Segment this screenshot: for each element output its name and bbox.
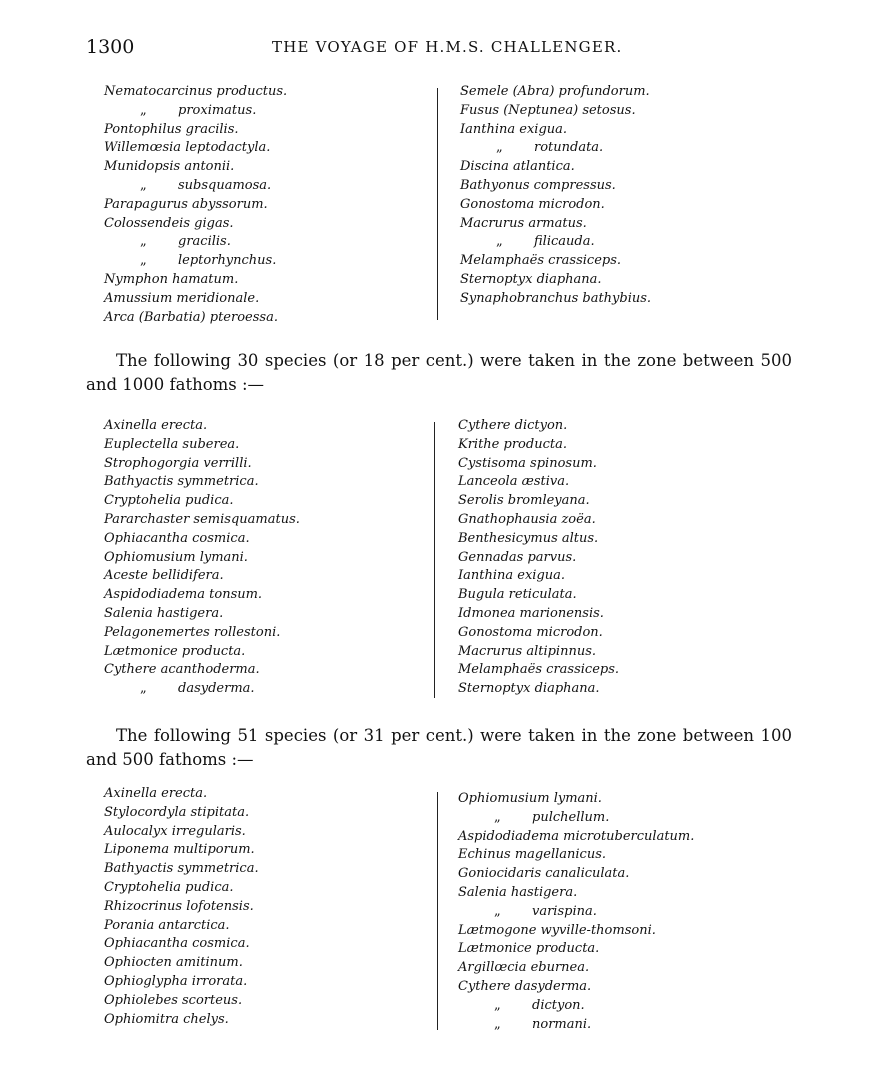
species-entry [104,567,300,586]
species-name: Synaphobranchus bathybius. [460,290,652,306]
species-list-right-3 [458,790,694,1034]
ditto-mark: „ [494,1016,501,1032]
species-name: Ianthina exigua. [458,568,566,584]
species-name: Ophiomusium lymani. [458,791,602,806]
species-name: Amussium meridionale. [104,290,260,306]
species-entry [104,1011,259,1030]
ditto-mark: „ [140,234,147,250]
species-entry [458,790,694,809]
species-name: Melamphaës crassiceps. [460,253,622,269]
species-name: Gennadas parvus. [458,549,577,565]
species-list-left-1 [104,83,287,327]
species-entry [458,492,619,511]
species-entry [458,680,619,699]
species-entry [104,841,259,860]
species-name: Aspidodiadema microtuberculatum. [458,828,695,844]
species-entry [104,549,300,568]
species-name: Stylocordyla stipitata. [104,804,250,820]
species-name: Krithe producta. [458,436,567,452]
species-name: Ophiocten amitinum. [104,955,243,971]
species-name: Sternoptyx diaphana. [458,681,600,697]
species-name: Pontophilus gracilis. [104,121,239,137]
species-name: Bathyonus compressus. [460,177,616,193]
species-entry [458,828,694,847]
species-entry [104,643,300,662]
species-name: Echinus magellanicus. [458,847,606,863]
species-entry [458,846,694,865]
species-name: dasyderma. [178,681,255,697]
species-entry [104,992,259,1011]
species-entry [104,898,259,917]
species-entry [104,309,287,328]
species-name: Gnathophausia zoëa. [458,511,596,527]
species-name: Cythere dasyderma. [458,978,592,994]
species-entry [104,586,300,605]
species-entry [104,215,287,234]
ditto-mark: „ [140,177,147,193]
species-name: Euplectella suberea. [104,436,240,452]
species-name: Lætmogone wyville-thomsoni. [458,922,656,938]
species-entry [458,903,694,922]
species-entry [458,1016,694,1035]
species-entry [458,940,694,959]
species-name: Munidopsis antonii. [104,159,235,175]
species-name: Semele (Abra) profundorum. [460,84,650,99]
species-entry [104,271,287,290]
species-entry [458,809,694,828]
species-entry [458,511,619,530]
species-entry [104,785,259,804]
species-entry [458,959,694,978]
species-name: Cythere dictyon. [458,418,568,433]
species-name: Porania antarctica. [104,917,230,933]
species-name: Benthesicymus altus. [458,530,599,546]
species-name: Axinella erecta. [104,786,208,801]
species-name: Pelagonemertes rollestoni. [104,624,281,640]
species-entry [104,624,300,643]
page-number: 1300 [86,36,135,58]
species-name: Ophioglypha irrorata. [104,973,248,989]
species-name: Idmonea marionensis. [458,605,604,621]
species-name: Colossendeis gigas. [104,215,234,231]
species-entry [104,860,259,879]
ditto-mark: „ [140,681,147,697]
paragraph-500-1000-fathoms [86,349,792,397]
species-name: Rhizocrinus lofotensis. [104,898,254,914]
species-entry [460,233,651,252]
species-entry [104,530,300,549]
species-entry [104,605,300,624]
species-name: Goniocidaris canaliculata. [458,866,630,882]
species-name: Salenia hastigera. [104,605,224,621]
species-name: Aspidodiadema tonsum. [104,587,263,603]
species-entry [458,567,619,586]
species-name: varispina. [532,903,597,919]
species-entry [458,884,694,903]
species-entry [104,417,300,436]
species-name: rotundata. [534,140,604,156]
species-list-left-3 [104,785,259,1029]
species-name: Ianthina exigua. [460,121,568,137]
column-divider-3 [437,792,438,1030]
species-name: Macrurus altipinnus. [458,643,597,659]
species-name: Strophogorgia verrilli. [104,455,252,471]
species-name: Bugula reticulata. [458,587,577,603]
species-entry [104,680,300,699]
species-entry [104,139,287,158]
species-entry [458,978,694,997]
species-name: Sternoptyx diaphana. [460,271,602,287]
species-name: Nymphon hamatum. [104,271,239,287]
species-name: subsquamosa. [178,177,272,193]
species-entry [460,271,651,290]
species-entry [458,417,619,436]
species-name: Bathyactis symmetrica. [104,861,259,877]
ditto-mark: „ [140,253,147,269]
species-entry [104,879,259,898]
species-entry [458,455,619,474]
species-entry [104,954,259,973]
species-name: Gonostoma microdon. [458,624,603,640]
species-name: Liponema multiporum. [104,842,255,858]
species-entry [458,530,619,549]
species-entry [104,121,287,140]
species-entry [104,252,287,271]
paragraph-text: The following 30 species (or 18 per cent.) were taken in the zone between 500 and 1000 fathoms :— [86,351,792,394]
species-entry [458,624,619,643]
species-name: Aceste bellidifera. [104,568,224,584]
species-entry [104,158,287,177]
species-name: normani. [532,1016,592,1032]
species-entry [460,158,651,177]
species-name: Serolis bromleyana. [458,493,590,509]
species-name: gracilis. [178,234,231,250]
species-list-right-2 [458,417,619,699]
species-entry [460,290,651,309]
species-entry [104,83,287,102]
ditto-mark: „ [496,140,503,156]
species-entry [460,177,651,196]
species-name: proximatus. [178,102,257,118]
species-entry [104,917,259,936]
species-entry [460,139,651,158]
species-entry [104,935,259,954]
species-entry [460,215,651,234]
species-entry [104,973,259,992]
ditto-mark: „ [494,903,501,919]
species-entry [458,473,619,492]
species-name: Cryptohelia pudica. [104,493,234,509]
species-name: Melamphaës crassiceps. [458,662,620,678]
species-entry [460,196,651,215]
species-name: dictyon. [532,997,585,1013]
species-name: Axinella erecta. [104,418,208,433]
species-entry [104,823,259,842]
species-name: Pararchaster semisquamatus. [104,511,300,527]
species-entry [458,586,619,605]
species-name: Fusus (Neptunea) setosus. [460,102,636,118]
species-name: Salenia hastigera. [458,884,578,900]
species-entry [458,865,694,884]
species-entry [460,252,651,271]
species-entry [104,233,287,252]
species-name: Discina atlantica. [460,159,575,175]
species-entry [104,511,300,530]
species-name: Ophiacantha cosmica. [104,530,250,546]
species-entry [104,492,300,511]
species-name: Lætmonice producta. [104,643,246,659]
species-name: Parapagurus abyssorum. [104,196,268,212]
species-name: Ophiacantha cosmica. [104,936,250,952]
species-list-right-1 [460,83,651,309]
ditto-mark: „ [496,234,503,250]
ditto-mark: „ [494,809,501,825]
species-entry [104,290,287,309]
species-entry [104,102,287,121]
species-name: Cryptohelia pudica. [104,879,234,895]
species-name: Ophiomitra chelys. [104,1011,229,1027]
species-name: Macrurus armatus. [460,215,587,231]
species-name: Gonostoma microdon. [460,196,605,212]
species-entry [458,605,619,624]
species-name: Argillœcia eburnea. [458,960,590,976]
ditto-mark: „ [494,997,501,1013]
ditto-mark: „ [140,102,147,118]
species-entry [458,997,694,1016]
species-entry [458,643,619,662]
species-name: Nematocarcinus productus. [104,84,288,99]
species-entry [460,83,651,102]
species-entry [104,177,287,196]
column-divider-2 [434,422,435,698]
species-name: filicauda. [534,234,595,250]
running-title: THE VOYAGE OF H.M.S. CHALLENGER. [272,38,623,56]
species-name: leptorhynchus. [178,253,277,269]
species-entry [104,436,300,455]
species-name: Bathyactis symmetrica. [104,474,259,490]
species-entry [458,436,619,455]
species-entry [104,455,300,474]
species-entry [104,473,300,492]
paragraph-text: The following 51 species (or 31 per cent.) were taken in the zone between 100 and 500 fathoms :— [86,726,792,769]
species-entry [458,922,694,941]
species-entry [460,121,651,140]
species-name: Cystisoma spinosum. [458,455,597,471]
species-name: Arca (Barbatia) pteroessa. [104,309,278,325]
species-entry [104,804,259,823]
species-name: Lanceola æstiva. [458,474,570,490]
species-name: pulchellum. [532,809,610,825]
species-name: Ophiolebes scorteus. [104,992,243,1008]
species-entry [458,661,619,680]
species-name: Aulocalyx irregularis. [104,823,246,839]
species-entry [458,549,619,568]
species-entry [460,102,651,121]
species-entry [104,196,287,215]
species-name: Lætmonice producta. [458,941,600,957]
column-divider-1 [437,88,438,320]
species-name: Ophiomusium lymani. [104,549,248,565]
species-name: Cythere acanthoderma. [104,662,260,678]
species-name: Willemœsia leptodactyla. [104,140,271,156]
paragraph-100-500-fathoms [86,724,792,772]
species-list-left-2 [104,417,300,699]
species-entry [104,661,300,680]
